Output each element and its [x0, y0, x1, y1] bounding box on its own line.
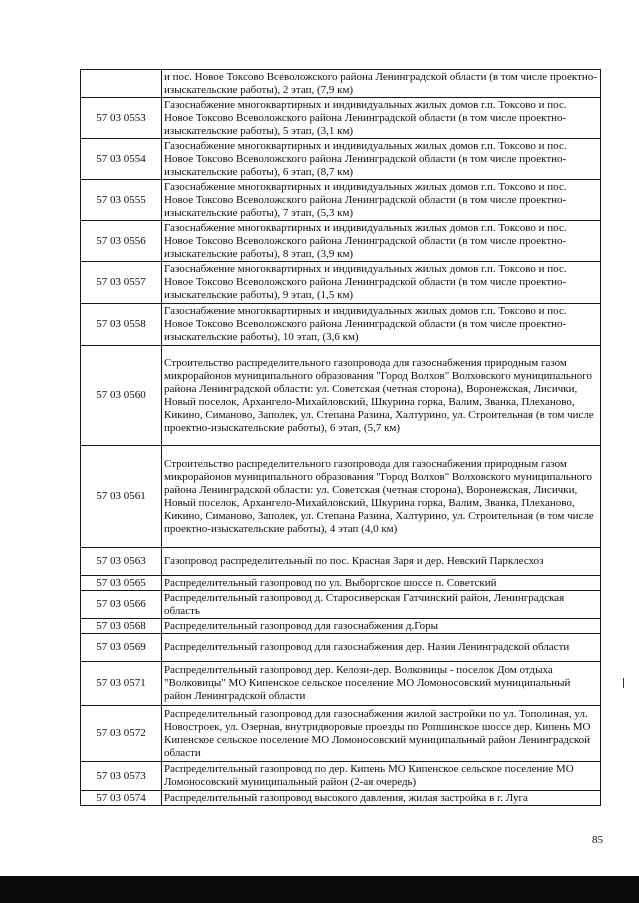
scan-bottom-edge	[0, 876, 639, 903]
object-code-cell: 57 03 0565	[81, 576, 162, 591]
table-row	[81, 262, 601, 304]
object-code-cell: 57 03 0560	[81, 346, 162, 446]
object-code-cell: 57 03 0573	[81, 762, 162, 791]
object-description-cell: Газоснабжение многоквартирных и индивидуальных жилых домов г.п. Токсово и пос. Новое Токсово Всеволожского района Ленинградской области (в том числе проектно-изыскательские работы), 5 этап, (3,1 км)	[162, 98, 601, 139]
object-description-cell: Газоснабжение многоквартирных и индивидуальных жилых домов г.п. Токсово и пос. Новое Токсово Всеволожского района Ленинградской области (в том числе проектно-изыскательские работы), 8 этап, (3,9 км)	[162, 221, 601, 262]
object-code-cell	[81, 70, 162, 98]
object-description-cell: Распределительный газопровод д. Старосиверская Гатчинский район, Ленинградская область	[162, 591, 601, 619]
object-code-cell: 57 03 0571	[81, 662, 162, 706]
table-row	[81, 791, 601, 806]
object-code-cell: 57 03 0557	[81, 262, 162, 304]
object-code-cell: 57 03 0568	[81, 619, 162, 634]
object-description-cell: Распределительный газопровод высокого давления, жилая застройка в г. Луга	[162, 791, 601, 806]
object-code-cell: 57 03 0554	[81, 139, 162, 180]
page-number: 85	[592, 834, 603, 846]
scan-artifact-mark	[623, 678, 624, 688]
table-row	[81, 221, 601, 262]
object-description-cell: Строительство распределительного газопровода для газоснабжения природным газом микрорайонов муниципального образования "Город Волхов" Волховского муниципального района Ленинградской области: ул. Советская (четная сторона), Воронежская, Лисички, Новый поселок, Архангело-Михайловский, Шкурина горка, Валим, Званка, Плеханово, Кикино, Симаново, Заполек, ул. Степана Разина, Халтурино, ул. Строительная (в том числе проектно-изыскательские работы), 4 этап (4,0 км)	[162, 446, 601, 548]
object-description-cell: Газоснабжение многоквартирных и индивидуальных жилых домов г.п. Токсово и пос. Новое Токсово Всеволожского района Ленинградской области (в том числе проектно-изыскательские работы), 7 этап, (5,3 км)	[162, 180, 601, 221]
object-description-cell: Газопровод распределительный по пос. Красная Заря и дер. Невский Парклесхоз	[162, 548, 601, 576]
object-code-cell: 57 03 0555	[81, 180, 162, 221]
table-row	[81, 70, 601, 98]
table-row	[81, 619, 601, 634]
object-code-cell: 57 03 0574	[81, 791, 162, 806]
object-code-cell: 57 03 0553	[81, 98, 162, 139]
table-row	[81, 576, 601, 591]
object-code-cell: 57 03 0558	[81, 304, 162, 346]
object-code-cell: 57 03 0566	[81, 591, 162, 619]
object-description-cell: Распределительный газопровод по дер. Кипень МО Кипенское сельское поселение МО Ломоносовский муниципальный район (2-ая очередь)	[162, 762, 601, 791]
object-code-cell: 57 03 0563	[81, 548, 162, 576]
object-description-cell: и пос. Новое Токсово Всеволожского района Ленинградской области (в том числе проектно-изыскательские работы), 2 этап, (7,9 км)	[162, 70, 601, 98]
object-description-cell: Строительство распределительного газопровода для газоснабжения природным газом микрорайонов муниципального образования "Город Волхов" Волховского муниципального района Ленинградской области: ул. Советская (четная сторона), Воронежская, Лисички, Новый поселок, Архангело-Михайловский, Шкурина горка, Валим, Званка, Плеханово, Кикино, Симаново, Заполек, ул. Степана Разина, Халтурино, ул. Строительная (в том числе проектно-изыскательские работы), 6 этап, (5,7 км)	[162, 346, 601, 446]
table-row	[81, 706, 601, 762]
object-description-cell: Газоснабжение многоквартирных и индивидуальных жилых домов г.п. Токсово и пос. Новое Токсово Всеволожского района Ленинградской области (в том числе проектно-изыскательские работы), 9 этап, (1,5 км)	[162, 262, 601, 304]
table-row	[81, 634, 601, 662]
object-description-cell: Распределительный газопровод для газоснабжения д.Горы	[162, 619, 601, 634]
table-row	[81, 591, 601, 619]
object-code-cell: 57 03 0561	[81, 446, 162, 548]
object-code-cell: 57 03 0556	[81, 221, 162, 262]
table-row	[81, 304, 601, 346]
table-row	[81, 180, 601, 221]
object-description-cell: Газоснабжение многоквартирных и индивидуальных жилых домов г.п. Токсово и пос. Новое Токсово Всеволожского района Ленинградской области (в том числе проектно-изыскательские работы), 6 этап, (8,7 км)	[162, 139, 601, 180]
object-description-cell: Распределительный газопровод дер. Келози-дер. Волковицы - поселок Дом отдыха "Волковицы" МО Кипенское сельское поселение МО Ломоносовский муниципальный район Ленинградской области	[162, 662, 601, 706]
table-row	[81, 98, 601, 139]
object-description-cell: Газоснабжение многоквартирных и индивидуальных жилых домов г.п. Токсово и пос. Новое Токсово Всеволожского района Ленинградской области (в том числе проектно-изыскательские работы), 10 этап, (3,6 км)	[162, 304, 601, 346]
gas-pipeline-register-table	[80, 69, 601, 806]
table-row	[81, 139, 601, 180]
table-row	[81, 762, 601, 791]
object-code-cell: 57 03 0569	[81, 634, 162, 662]
table-row	[81, 662, 601, 706]
object-code-cell: 57 03 0572	[81, 706, 162, 762]
object-description-cell: Распределительный газопровод по ул. Выборгское шоссе п. Советский	[162, 576, 601, 591]
table-row	[81, 446, 601, 548]
object-description-cell: Распределительный газопровод для газоснабжения жилой застройки по ул. Тополиная, ул. Новостроек, ул. Озерная, внутридворовые проезды по Ропшинское шоссе дер. Кипень МО Кипенское сельское поселение МО Ломоносовский муниципальный район Ленинградской области	[162, 706, 601, 762]
object-description-cell: Распределительный газопровод для газоснабжения дер. Назия Ленинградской области	[162, 634, 601, 662]
register-table-body	[81, 70, 601, 806]
table-row	[81, 548, 601, 576]
table-row	[81, 346, 601, 446]
